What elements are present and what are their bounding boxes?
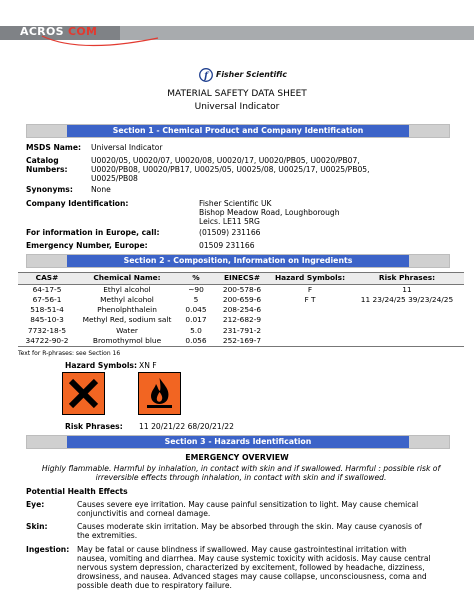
- emergency-label: Emergency Number, Europe:: [26, 241, 148, 250]
- table-row: [18, 315, 464, 325]
- fisher-logo: [199, 68, 287, 82]
- table-cell: 208-254-6: [222, 305, 262, 315]
- table-cell: ~90: [188, 284, 204, 294]
- table-cell: [270, 305, 350, 315]
- eye-line: conjunctivitis and corneal damage.: [77, 509, 211, 519]
- table-cell: Methyl Red, sodium salt: [82, 315, 172, 325]
- synonyms-label: Synonyms:: [26, 185, 73, 194]
- column-header: Chemical Name:: [76, 273, 178, 285]
- catalog-line-1: U0020/05, U0020/07, U0020/08, U0020/17, U0020/PB05, U0020/PB07,: [91, 156, 360, 165]
- harmful-x-icon: [62, 372, 105, 415]
- section-3-heading: Section 3 - Hazards Identification: [26, 435, 450, 449]
- ingestion-text: [77, 545, 462, 591]
- potential-health-effects-title: Potential Health Effects: [26, 487, 128, 496]
- section-2-heading: Section 2 - Composition, Information on Ingredients: [26, 254, 450, 268]
- table-cell: [350, 315, 464, 325]
- table-row: [18, 336, 464, 347]
- table-cell: 200-659-6: [222, 295, 262, 305]
- table-cell: Bromothymol blue: [76, 336, 178, 347]
- table-cell: 252-169-7: [214, 336, 270, 347]
- column-header: Hazard Symbols:: [270, 273, 350, 285]
- table-cell: [270, 336, 350, 347]
- ingestion-line: May be fatal or cause blindness if swallowed. May cause gastrointestinal irritation with: [77, 545, 407, 554]
- table-cell: [270, 315, 350, 325]
- catalog-label-1: Catalog: [26, 156, 59, 165]
- company-label: Company Identification:: [26, 199, 129, 208]
- emergency-overview-text: [26, 464, 456, 482]
- table-cell: 0.017: [185, 315, 207, 325]
- emergency-overview-title: EMERGENCY OVERVIEW: [185, 453, 289, 462]
- table-cell: 11: [402, 284, 412, 294]
- table-cell: 5: [193, 295, 199, 305]
- table-cell: 231-791-2: [222, 325, 262, 335]
- table-row: [18, 284, 464, 295]
- swoosh-icon: [40, 34, 160, 52]
- table-row: [18, 305, 464, 315]
- composition-table: [18, 272, 464, 347]
- eye-line: Causes severe eye irritation. May cause painful sensitization to light. May cause chemical: [77, 500, 419, 509]
- company-line-3: Leics. LE11 5RG: [199, 217, 260, 226]
- table-cell: 11 23/24/25 39/23/24/25: [360, 295, 454, 305]
- ingestion-line: drowsiness, and nausea. Advanced stages may cause collapse, unconsciousness, coma and: [77, 572, 427, 582]
- table-cell: [350, 305, 464, 315]
- table-cell: 518-51-4: [30, 305, 64, 315]
- risk-phrases-value: 11 20/21/22 68/20/21/22: [139, 422, 234, 431]
- ingestion-line: nervous system depression, characterized by excitement, followed by headache, dizziness,: [77, 563, 425, 573]
- header-banner: [0, 0, 474, 52]
- skin-line: Causes moderate skin irritation. May be absorbed through the skin. May cause cyanosis of: [77, 522, 422, 531]
- r-phrases-note: Text for R-phrases: see Section 16: [18, 350, 121, 357]
- ingestion-label: Ingestion:: [26, 545, 70, 554]
- logo-text: Fisher Scientific: [216, 70, 287, 80]
- table-cell: F T: [304, 295, 316, 305]
- table-cell: 200-578-6: [222, 284, 262, 294]
- catalog-line-3: U0025/PB08: [91, 174, 138, 183]
- page-title: MATERIAL SAFETY DATA SHEET: [167, 89, 307, 99]
- table-cell: [350, 336, 464, 347]
- hazard-symbols-value: XN F: [139, 361, 157, 370]
- skin-label: Skin:: [26, 522, 48, 531]
- msds-name-label: MSDS Name:: [26, 143, 82, 152]
- table-row: [18, 295, 464, 305]
- fisher-logo-icon: [199, 68, 213, 82]
- table-cell: 212-682-9: [222, 315, 262, 325]
- column-header: EINECS#: [214, 273, 270, 285]
- column-header: Risk Phrases:: [350, 273, 464, 285]
- table-cell: Water: [116, 325, 138, 335]
- table-cell: 845-10-3: [30, 315, 64, 325]
- eye-label: Eye:: [26, 500, 45, 509]
- catalog-line-2: U0020/PB08, U0020/PB17, U0025/05, U0025/08, U0025/17, U0025/PB05,: [91, 165, 370, 174]
- table-row: [18, 326, 464, 336]
- skin-text: [77, 522, 462, 540]
- table-cell: Ethyl alcohol: [103, 284, 151, 294]
- msds-name-value: Universal Indicator: [91, 143, 163, 152]
- table-cell: [270, 326, 350, 336]
- emergency-value: 01509 231166: [199, 241, 255, 250]
- catalog-label-2: Numbers:: [26, 165, 68, 174]
- brand-logo: ACROS COM: [20, 25, 98, 38]
- hazard-symbols-label: Hazard Symbols:: [65, 361, 137, 370]
- svg-text:f: f: [204, 71, 208, 82]
- ingestion-line: nausea, vomiting and diarrhea. May cause systemic toxicity with acidosis. May cause central: [77, 554, 431, 564]
- eye-text: [77, 500, 462, 518]
- overview-line: Highly flammable. Harmful by inhalation, in contact with skin and if swallowed. Harmful : possible risk of: [41, 464, 441, 473]
- table-cell: 64-17-5: [32, 284, 62, 294]
- synonyms-value: None: [91, 185, 111, 194]
- risk-phrases-label: Risk Phrases:: [65, 422, 123, 431]
- flammable-flame-icon: [138, 372, 181, 415]
- info-value: (01509) 231166: [199, 228, 261, 237]
- table-cell: Phenolphthalein: [97, 305, 157, 315]
- company-line-1: Fisher Scientific UK: [199, 199, 272, 208]
- overview-line: irreversible effects through inhalation, in contact with skin and if swallowed.: [95, 473, 387, 483]
- table-cell: 0.056: [178, 336, 214, 347]
- table-cell: 34722-90-2: [18, 336, 76, 347]
- table-cell: 0.045: [185, 305, 207, 315]
- table-cell: [350, 326, 464, 336]
- table-header-row: [18, 273, 464, 285]
- table-cell: 5.0: [190, 325, 202, 335]
- table-cell: 67-56-1: [32, 295, 62, 305]
- table-cell: Methyl alcohol: [100, 295, 154, 305]
- page-subtitle: Universal Indicator: [194, 102, 280, 112]
- ingestion-line: possible death due to respiratory failure.: [77, 581, 232, 591]
- table-cell: F: [307, 284, 313, 294]
- table-cell: 7732-18-5: [27, 325, 67, 335]
- column-header: %: [178, 273, 214, 285]
- section-1-heading: Section 1 - Chemical Product and Company Identification: [26, 124, 450, 138]
- info-label: For information in Europe, call:: [26, 228, 160, 237]
- column-header: CAS#: [18, 273, 76, 285]
- company-line-2: Bishop Meadow Road, Loughborough: [199, 208, 340, 217]
- skin-line: the extremities.: [77, 531, 138, 541]
